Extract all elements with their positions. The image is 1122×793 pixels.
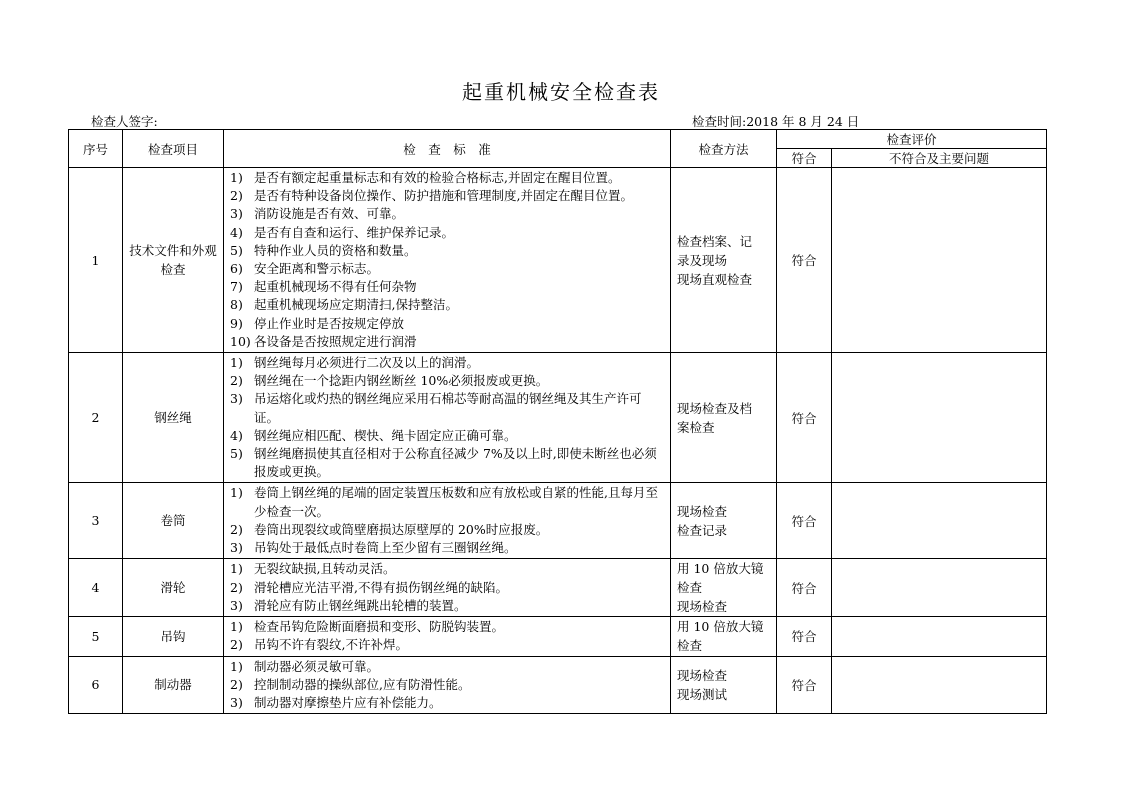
- standard-line: [230, 445, 666, 481]
- standard-number: 5): [230, 242, 243, 258]
- standard-text: 吊运熔化或灼热的钢丝绳应采用石棉芯等耐高温的钢丝绳及其生产许可证。: [254, 391, 642, 425]
- check-method: [671, 168, 777, 353]
- standard-text: 制动器对摩擦垫片应有补偿能力。: [254, 695, 442, 711]
- standard-number: 3): [230, 540, 243, 556]
- standard-line: [230, 278, 666, 296]
- check-method: [671, 617, 777, 656]
- standard-line: [230, 169, 666, 187]
- standard-line: [230, 372, 666, 390]
- conform-result: 符合: [777, 656, 832, 714]
- row-number: 2: [69, 353, 123, 483]
- method-line: 现场直观检查: [677, 271, 753, 287]
- method-line: 录及现场: [677, 252, 728, 268]
- standard-line: [230, 427, 666, 445]
- table-row: [69, 559, 1047, 617]
- nonconform-issue-cell[interactable]: [832, 168, 1047, 353]
- row-number: 4: [69, 559, 123, 617]
- standard-line: [230, 676, 666, 694]
- table-row: [69, 617, 1047, 656]
- check-standard: [224, 353, 671, 483]
- nonconform-issue-cell[interactable]: [832, 559, 1047, 617]
- standard-line: [230, 560, 666, 578]
- method-line: 现场检查及档: [677, 400, 753, 416]
- row-number: 6: [69, 656, 123, 714]
- check-method: [671, 656, 777, 714]
- standard-number: 5): [230, 446, 243, 462]
- standard-number: 3): [230, 391, 243, 407]
- standard-number: 2): [230, 521, 243, 537]
- standard-text: 滑轮槽应光洁平滑,不得有损伤钢丝绳的缺陷。: [254, 579, 508, 595]
- standard-number: 2): [230, 676, 243, 692]
- standard-line: [230, 354, 666, 372]
- standard-line: [230, 636, 666, 654]
- method-line: 现场测试: [677, 686, 728, 702]
- check-standard: [224, 559, 671, 617]
- conform-result: 符合: [777, 483, 832, 559]
- standard-text: 钢丝绳在一个捻距内钢丝断丝 10%必须报废或更换。: [254, 373, 549, 389]
- standard-number: 1): [230, 658, 243, 674]
- standard-text: 无裂纹缺损,且转动灵活。: [254, 561, 396, 577]
- standard-number: 1): [230, 561, 243, 577]
- method-line: 案检查: [677, 419, 715, 435]
- table-row: [69, 656, 1047, 714]
- header-item: 检查项目: [123, 130, 224, 168]
- check-standard: [224, 656, 671, 714]
- standard-text: 吊钩不许有裂纹,不许补焊。: [254, 637, 408, 653]
- standard-line: [230, 260, 666, 278]
- conform-result: 符合: [777, 559, 832, 617]
- check-method: [671, 559, 777, 617]
- standard-number: 6): [230, 261, 243, 277]
- standard-number: 9): [230, 315, 243, 331]
- table-row: [69, 483, 1047, 559]
- standard-number: 1): [230, 355, 243, 371]
- row-number: 1: [69, 168, 123, 353]
- standard-text: 是否有额定起重量标志和有效的检验合格标志,并固定在醒目位置。: [254, 170, 621, 185]
- standard-text: 检查吊钩危险断面磨损和变形、防脱钩装置。: [254, 619, 505, 635]
- method-line: 现场检查: [677, 667, 728, 683]
- standard-number: 1): [230, 170, 243, 185]
- method-line: 检查: [677, 638, 703, 654]
- header-row: [69, 130, 1047, 149]
- standard-text: 吊钩处于最低点时卷筒上至少留有三圈钢丝绳。: [254, 540, 517, 556]
- standard-number: 2): [230, 637, 243, 653]
- standard-line: [230, 539, 666, 557]
- method-line: 现场检查: [677, 503, 728, 519]
- method-line: 用 10 倍放大镜: [677, 561, 764, 577]
- standard-number: 2): [230, 373, 243, 389]
- check-item: 技术文件和外观检查: [123, 168, 224, 353]
- standard-line: [230, 296, 666, 314]
- standard-text: 卷筒出现裂纹或筒壁磨损达原壁厚的 20%时应报废。: [254, 521, 549, 537]
- standard-line: [230, 618, 666, 636]
- check-item: 卷筒: [123, 483, 224, 559]
- standard-line: [230, 579, 666, 597]
- header-no: 序号: [69, 130, 123, 168]
- standard-line: [230, 205, 666, 223]
- check-standard: [224, 168, 671, 353]
- standard-line: [230, 521, 666, 539]
- standard-number: 3): [230, 597, 243, 613]
- header-evaluation: 检查评价: [777, 130, 1047, 149]
- check-standard: [224, 483, 671, 559]
- standard-text: 钢丝绳每月必须进行二次及以上的润滑。: [254, 355, 480, 371]
- nonconform-issue-cell[interactable]: [832, 483, 1047, 559]
- row-number: 5: [69, 617, 123, 656]
- standard-number: 10): [230, 333, 251, 349]
- standard-line: [230, 187, 666, 205]
- standard-text: 安全距离和警示标志。: [254, 261, 380, 277]
- standard-text: 起重机械现场不得有任何杂物: [254, 279, 417, 295]
- check-item: 吊钩: [123, 617, 224, 656]
- standard-number: 4): [230, 427, 243, 443]
- standard-text: 滑轮应有防止钢丝绳跳出轮槽的装置。: [254, 597, 467, 613]
- standard-text: 是否有特种设备岗位操作、防护措施和管理制度,并固定在醒目位置。: [254, 188, 633, 204]
- check-item: 制动器: [123, 656, 224, 714]
- standard-text: 起重机械现场应定期清扫,保持整洁。: [254, 297, 458, 313]
- header-nonconform: 不符合及主要问题: [832, 149, 1047, 168]
- standard-line: [230, 597, 666, 615]
- conform-result: 符合: [777, 353, 832, 483]
- page-title: 起重机械安全检查表: [462, 80, 660, 104]
- check-standard: [224, 617, 671, 656]
- table-body: [69, 168, 1047, 714]
- standard-line: [230, 694, 666, 712]
- conform-result: 符合: [777, 168, 832, 353]
- nonconform-issue-cell[interactable]: [832, 617, 1047, 656]
- standard-text: 卷筒上钢丝绳的尾端的固定装置压板数和应有放松或自紧的性能,且每月至少检查一次。: [254, 485, 658, 519]
- standard-number: 3): [230, 695, 243, 711]
- standard-text: 消防设施是否有效、可靠。: [254, 206, 405, 222]
- nonconform-issue-cell[interactable]: [832, 656, 1047, 714]
- standard-line: [230, 242, 666, 260]
- standard-number: 1): [230, 619, 243, 635]
- standard-number: 2): [230, 579, 243, 595]
- method-line: 检查记录: [677, 522, 728, 538]
- standard-line: [230, 224, 666, 242]
- standard-text: 是否有自查和运行、维护保养记录。: [254, 224, 455, 240]
- method-line: 现场检查: [677, 599, 728, 615]
- standard-number: 3): [230, 206, 243, 222]
- standard-number: 8): [230, 297, 243, 313]
- table-row: [69, 168, 1047, 353]
- standard-number: 2): [230, 188, 243, 204]
- standard-line: [230, 315, 666, 333]
- method-line: 检查档案、记: [677, 233, 753, 249]
- inspection-table: [68, 129, 1047, 714]
- method-line: 用 10 倍放大镜: [677, 619, 764, 635]
- standard-text: 特种作业人员的资格和数量。: [254, 242, 417, 258]
- nonconform-issue-cell[interactable]: [832, 353, 1047, 483]
- standard-text: 钢丝绳磨损使其直径相对于公称直径减少 7%及以上时,即使未断丝也必须报废或更换。: [254, 446, 657, 480]
- header-conform: 符合: [777, 149, 832, 168]
- row-number: 3: [69, 483, 123, 559]
- standard-text: 各设备是否按照规定进行润滑: [254, 333, 417, 349]
- method-line: 检查: [677, 580, 703, 596]
- standard-text: 制动器必须灵敏可靠。: [254, 658, 380, 674]
- standard-line: [230, 658, 666, 676]
- standard-line: [230, 390, 666, 426]
- standard-text: 钢丝绳应相匹配、楔快、绳卡固定应正确可靠。: [254, 427, 517, 443]
- check-method: [671, 483, 777, 559]
- standard-number: 7): [230, 279, 243, 295]
- header-standard: 检 查 标 准: [224, 130, 671, 168]
- inspector-signature-label: 检查人签字:: [91, 114, 158, 129]
- header-method: 检查方法: [671, 130, 777, 168]
- standard-text: 控制制动器的操纵部位,应有防滑性能。: [254, 676, 471, 692]
- table-row: [69, 353, 1047, 483]
- standard-line: [230, 484, 666, 520]
- standard-number: 4): [230, 224, 243, 240]
- standard-line: [230, 333, 666, 351]
- standard-number: 1): [230, 485, 243, 501]
- check-item: 滑轮: [123, 559, 224, 617]
- check-item: 钢丝绳: [123, 353, 224, 483]
- conform-result: 符合: [777, 617, 832, 656]
- check-time: 检查时间:2018 年 8 月 24 日: [692, 114, 860, 129]
- check-method: [671, 353, 777, 483]
- standard-text: 停止作业时是否按规定停放: [254, 315, 405, 331]
